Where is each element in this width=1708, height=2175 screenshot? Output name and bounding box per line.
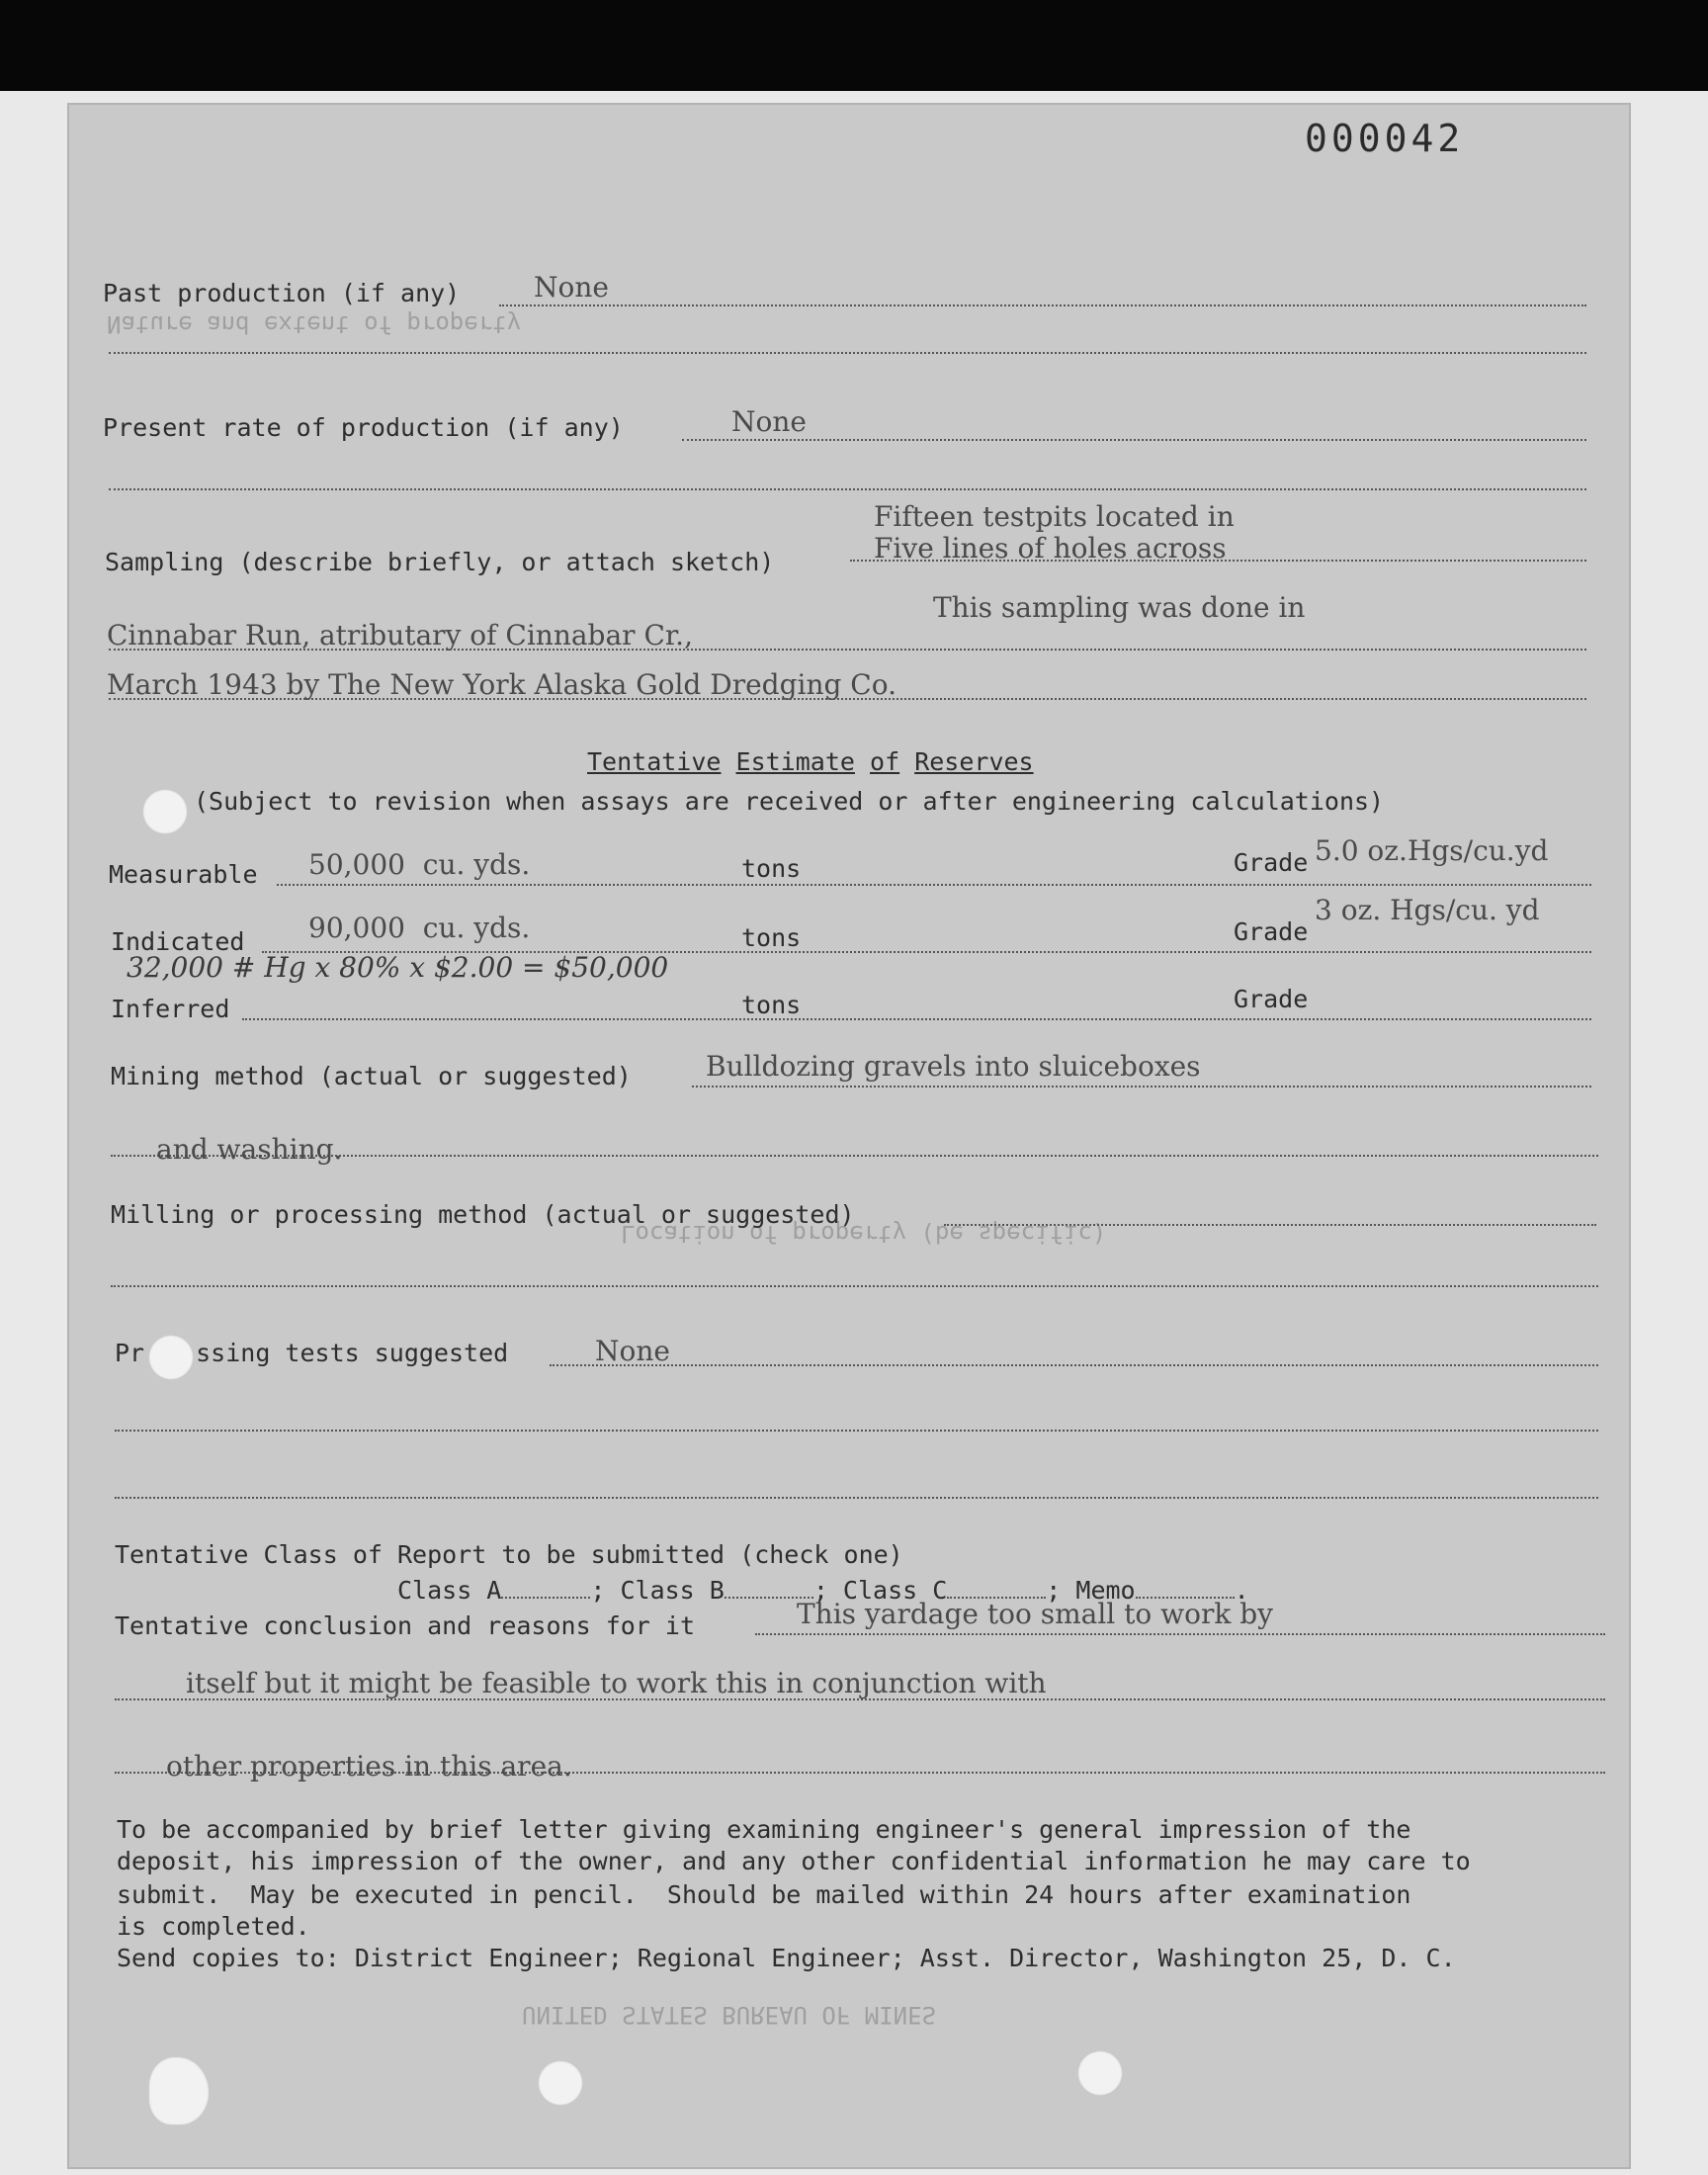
punch-hole <box>142 789 188 834</box>
measurable-grade-label: Grade <box>1234 848 1309 877</box>
processing-tests-label: Pr ssing tests suggested <box>115 1339 509 1367</box>
past-production-label: Past production (if any) <box>103 279 461 307</box>
dotted-line <box>850 560 1586 562</box>
inferred-tons-label: tons <box>741 991 802 1019</box>
reserves-title: Tentative Estimate of Reserves <box>587 747 1034 776</box>
punch-hole <box>148 1335 194 1380</box>
dotted-line <box>111 1285 1598 1287</box>
bleed-through-text: UNITED STATES BUREAU OF MINES <box>522 2001 937 2029</box>
instructions-line1: To be accompanied by brief letter giving examining engineer's general impression of the <box>117 1815 1411 1844</box>
bleed-through-text: Nature and extent of property <box>107 310 522 338</box>
conclusion-label: Tentative conclusion and reasons for it <box>115 1611 695 1640</box>
dotted-line <box>115 1430 1598 1432</box>
punch-hole <box>1077 2050 1123 2096</box>
mining-method-line1: Bulldozing gravels into sluiceboxes <box>706 1050 1201 1083</box>
document-number-stamp: 000042 <box>1305 117 1465 160</box>
torn-hole <box>148 2056 210 2126</box>
dotted-line <box>109 488 1586 490</box>
inferred-label: Inferred <box>111 995 230 1023</box>
dotted-line <box>755 1633 1605 1635</box>
dotted-line <box>277 884 1591 886</box>
dotted-line <box>109 698 1586 700</box>
processing-tests-value: None <box>595 1335 670 1367</box>
dotted-line <box>944 1224 1596 1226</box>
dotted-line <box>109 352 1586 354</box>
dotted-line <box>242 1018 1591 1020</box>
dotted-line <box>682 439 1586 441</box>
past-production-value: None <box>534 271 609 304</box>
dotted-line <box>115 1497 1598 1499</box>
dotted-line <box>550 1364 1598 1366</box>
milling-label: Milling or processing method (actual or suggested) <box>111 1200 855 1229</box>
conclusion-line1: This yardage too small to work by <box>797 1598 1273 1630</box>
indicated-tons-label: tons <box>741 923 802 952</box>
present-rate-value: None <box>731 405 807 438</box>
instructions-line5: Send copies to: District Engineer; Regional Engineer; Asst. Director, Washington 25, D. C. <box>117 1944 1456 1972</box>
sampling-line2: Five lines of holes across <box>874 532 1227 565</box>
measurable-grade-value: 5.0 oz.Hgs/cu.yd <box>1315 834 1549 867</box>
dotted-line <box>692 1086 1591 1088</box>
mining-method-label: Mining method (actual or suggested) <box>111 1062 632 1090</box>
indicated-grade-label: Grade <box>1234 917 1309 946</box>
reserves-note: (Subject to revision when assays are received or after engineering calculations) <box>194 787 1385 816</box>
conclusion-line2: itself but it might be feasible to work this in conjunction with <box>186 1667 1047 1699</box>
indicated-label: Indicated <box>111 927 245 956</box>
measurable-tons-label: tons <box>741 854 802 883</box>
inferred-grade-label: Grade <box>1234 985 1309 1013</box>
bleed-through-text: Location of property (be specific) <box>621 1220 1107 1248</box>
punch-hole <box>538 2060 583 2106</box>
instructions-line2: deposit, his impression of the owner, and any other confidential information he may care to <box>117 1847 1471 1875</box>
measurable-value: 50,000 cu. yds. <box>308 848 531 881</box>
report-class-label: Tentative Class of Report to be submitted (check one) <box>115 1540 903 1569</box>
instructions-line3: submit. May be executed in pencil. Should be mailed within 24 hours after examination <box>117 1880 1411 1909</box>
present-rate-label: Present rate of production (if any) <box>103 413 624 442</box>
mining-method-line2: and washing. <box>156 1133 343 1166</box>
sampling-line3a: Cinnabar Run, atributary of Cinnabar Cr., <box>107 619 693 652</box>
scanner-black-band <box>0 0 1708 91</box>
indicated-value: 90,000 cu. yds. <box>308 912 531 944</box>
instructions-line4: is completed. <box>117 1912 310 1941</box>
handwritten-calculation: 32,000 # Hg x 80% x $2.00 = $50,000 <box>127 951 669 984</box>
measurable-label: Measurable <box>109 860 258 889</box>
dotted-line <box>499 304 1586 306</box>
sampling-line1: Fifteen testpits located in <box>874 500 1235 533</box>
indicated-grade-value: 3 oz. Hgs/cu. yd <box>1315 894 1540 926</box>
sampling-line4: March 1943 by The New York Alaska Gold Dredging Co. <box>107 668 897 701</box>
sampling-label: Sampling (describe briefly, or attach sketch) <box>105 548 775 576</box>
sampling-line3b: This sampling was done in <box>933 591 1306 624</box>
conclusion-line3: other properties in this area. <box>166 1750 572 1783</box>
dotted-line <box>109 649 1586 651</box>
report-class-options: Class A ; Class B ; Class C ; Memo . <box>397 1576 1249 1605</box>
